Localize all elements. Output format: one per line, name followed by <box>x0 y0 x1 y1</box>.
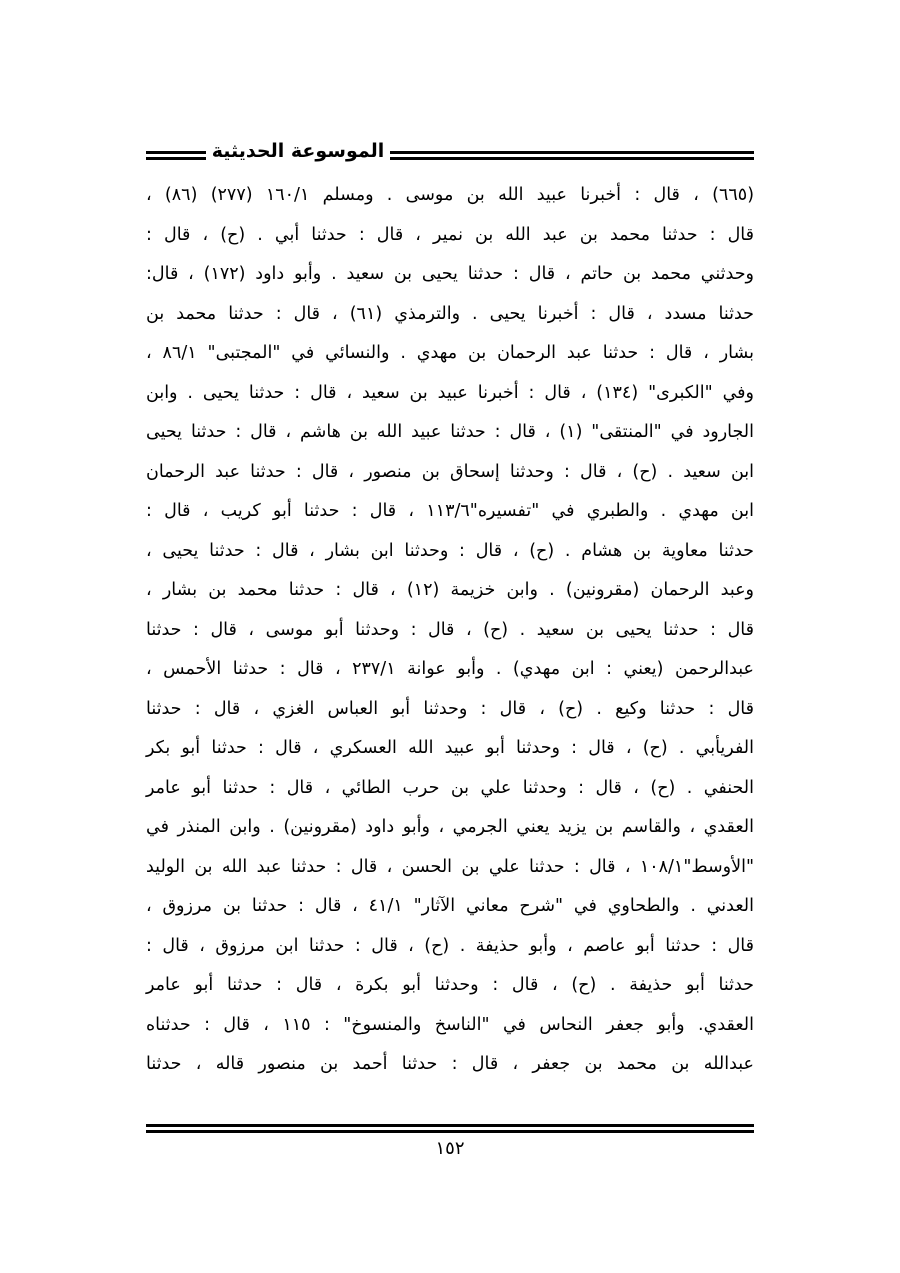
header-title: الموسوعة الحديثية <box>211 140 385 162</box>
text-line: بشار ، قال : حدثنا عبد الرحمان بن مهدي . والنسائي في "المجتبى" ٨٦/١ ، <box>146 343 754 363</box>
text-line: عبدالله بن محمد بن جعفر ، قال : حدثنا أحمد بن منصور قاله ، حدثنا <box>146 1054 754 1074</box>
text-line: العقدي. وأبو جعفر النحاس في "الناسخ والمنسوخ" : ١١٥ ، قال : حدثناه <box>146 1014 754 1035</box>
text-line: العدني . والطحاوي في "شرح معاني الآثار" ٤١/١ ، قال : حدثنا بن مرزوق ، <box>146 896 755 916</box>
text-line: وعبد الرحمان (مقرونين) . وابن خزيمة (١٢) ، قال : حدثنا محمد بن بشار ، <box>146 580 754 600</box>
header-rule-left <box>146 151 206 160</box>
text-line: الفريأبي . (ح) ، قال : وحدثنا أبو عبيد الله العسكري ، قال : حدثنا أبو بكر <box>146 738 754 758</box>
text-line: قال : حدثنا محمد بن عبد الله بن نمير ، قال : حدثنا أبي . (ح) ، قال : <box>146 224 754 245</box>
text-line: قال : حدثنا يحيى بن سعيد . (ح) ، قال : وحدثنا أبو موسى ، قال : حدثنا <box>146 619 754 640</box>
text-line: عبدالرحمن (يعني : ابن مهدي) . وأبو عوانة ٢٣٧/١ ، قال : حدثنا الأحمس ، <box>146 659 755 679</box>
body-text <box>146 176 754 1085</box>
text-line: (٦٦٥) ، قال : أخبرنا عبيد الله بن موسى . ومسلم ١٦٠/١ (٢٧٧) (٨٦) ، <box>146 185 755 205</box>
footer-rule <box>146 1124 754 1133</box>
text-line: قال : حدثنا أبو عاصم ، وأبو حذيفة . (ح) ، قال : حدثنا ابن مرزوق ، قال : <box>146 935 754 956</box>
text-line: حدثنا معاوية بن هشام . (ح) ، قال : وحدثنا ابن بشار ، قال : حدثنا يحيى ، <box>146 540 754 561</box>
header-rule-right <box>390 151 754 160</box>
text-line: وفي "الكبرى" (١٣٤) ، قال : أخبرنا عبيد بن سعيد ، قال : حدثنا يحيى . وابن <box>146 382 754 403</box>
text-line: وحدثني محمد بن حاتم ، قال : حدثنا يحيى بن سعيد . وأبو داود (١٧٢) ، قال: <box>146 264 754 284</box>
text-line: حدثنا مسدد ، قال : أخبرنا يحيى . والترمذي (٦١) ، قال : حدثنا محمد بن <box>146 303 754 324</box>
text-line: حدثنا أبو حذيفة . (ح) ، قال : وحدثنا أبو بكرة ، قال : حدثنا أبو عامر <box>146 975 754 995</box>
page-header <box>146 140 754 170</box>
text-line: ابن مهدي . والطبري في "تفسيره"١١٣/٦ ، قال : حدثنا أبو كريب ، قال : <box>146 501 754 521</box>
text-line: قال : حدثنا وكيع . (ح) ، قال : وحدثنا أبو العباس الغزي ، قال : حدثنا <box>146 698 754 719</box>
text-line: الحنفي . (ح) ، قال : وحدثنا علي بن حرب الطائي ، قال : حدثنا أبو عامر <box>146 777 754 798</box>
text-line: "الأوسط"١٠٨/١ ، قال : حدثنا علي بن الحسن ، قال : حدثنا عبد الله بن الوليد <box>146 856 754 877</box>
text-line: ابن سعيد . (ح) ، قال : وحدثنا إسحاق بن منصور ، قال : حدثنا عبد الرحمان <box>146 461 754 482</box>
page-number: ١٥٢ <box>435 1138 465 1159</box>
text-line: العقدي ، والقاسم بن يزيد يعني الجرمي ، وأبو داود (مقرونين) . وابن المنذر في <box>146 817 754 837</box>
text-line: الجارود في "المنتقى" (١) ، قال : حدثنا عبيد الله بن هاشم ، قال : حدثنا يحيى <box>146 422 754 442</box>
